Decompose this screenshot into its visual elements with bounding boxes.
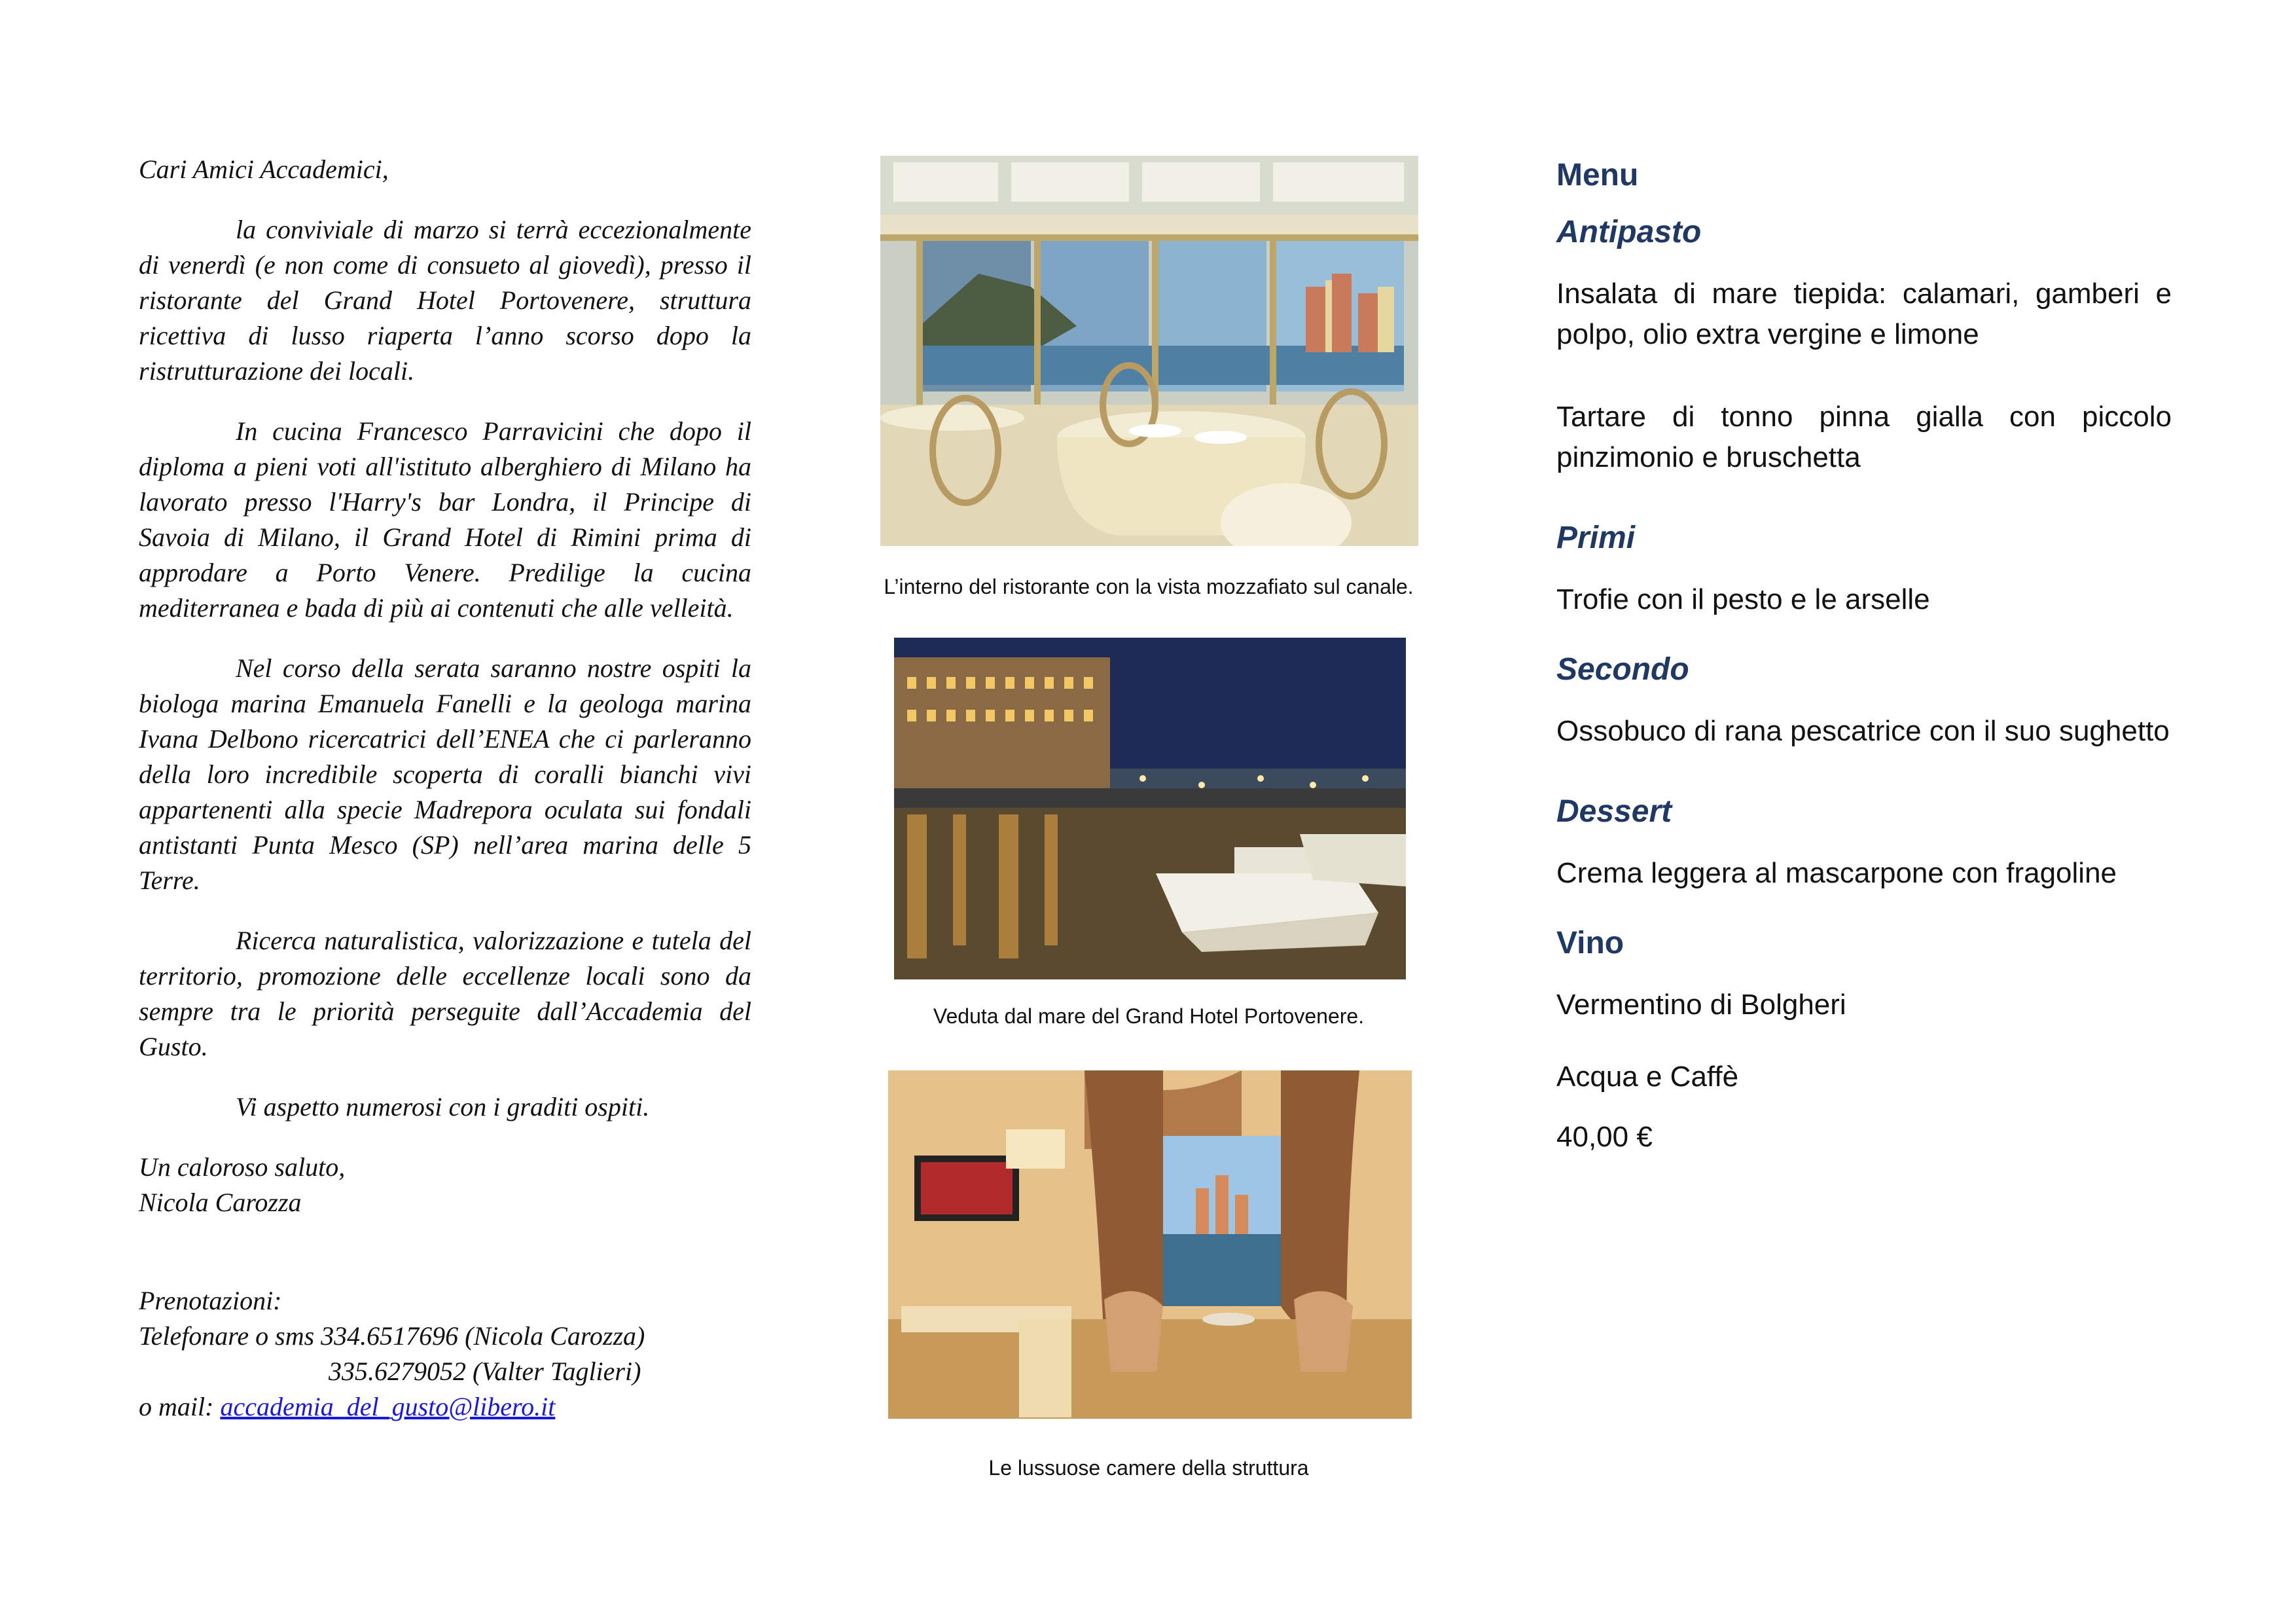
menu-price: 40,00 € <box>1556 1121 1653 1153</box>
letter-signoff <box>139 1150 751 1220</box>
harbor-night-photo <box>894 638 1406 979</box>
dish-dessert-1: Crema leggera al mascarpone con fragoline <box>1556 857 2117 889</box>
letter-paragraph-mission: Ricerca naturalistica, valorizzazione e tutela del territorio, promozione delle eccellenze locali sono da sempre tra le priorità perseguite dall’Accademia del Gusto. <box>139 926 751 1061</box>
photo-caption-room: Le lussuose camere della struttura <box>988 1456 1309 1480</box>
booking-mail-prefix: o mail: <box>139 1392 221 1421</box>
menu-title: Menu <box>1556 158 1639 192</box>
letter-paragraph-venue: la conviviale di marzo si terrà eccezionalmente di venerdì (e non come di consueto al giovedì), presso il ristorante del Grand Hotel Portovenere, struttura ricettiva di lusso riaperta l’anno scorso dopo la ristrutturazione dei locali. <box>139 215 751 386</box>
course-heading-primi: Primi <box>1556 520 1636 555</box>
letter-paragraph-guests: Nel corso della serata saranno nostre ospiti la biologa marina Emanuela Fanelli e la geologa marina Ivana Delbono ricercatrici dell’ENEA che ci parleranno della loro incredibile scoperta di coralli bianchi vivi appartenenti alla specie Madrepora oculata sui fondali antistanti Punta Mesco (SP) nell’area marina delle 5 Terre. <box>139 653 751 895</box>
dish-vino-2: Acqua e Caffè <box>1556 1061 1739 1093</box>
course-heading-dessert: Dessert <box>1556 794 1672 829</box>
dish-primi-1: Trofie con il pesto e le arselle <box>1556 583 1930 615</box>
course-heading-antipasto: Antipasto <box>1556 215 1702 249</box>
letter-paragraph-chef: In cucina Francesco Parravicini che dopo il diploma a pieni voti all'istituto alberghiero di Milano ha lavorato presso l'Harry's bar Londra, il Principe di Savoia di Milano, il Grand Hotel di Rimini prima di approdare a Porto Venere. Predilige la cucina mediterranea e bada di più ai contenuti che alle velleità. <box>139 416 751 623</box>
dish-antipasto-1: Insalata di mare tiepida: calamari, gamberi e polpo, olio extra vergine e limone <box>1556 278 2172 350</box>
booking-phone-2: 335.6279052 (Valter Taglieri) <box>329 1357 641 1386</box>
letter-greeting: Cari Amici Accademici, <box>139 155 389 184</box>
dinner-menu <box>1556 152 2172 1199</box>
signature-name: Nicola Carozza <box>139 1188 302 1217</box>
dish-vino-1: Vermentino di Bolgheri <box>1556 989 1846 1021</box>
booking-email-link[interactable]: accademia_del_gusto@libero.it <box>220 1392 556 1421</box>
photo-caption-interior: L’interno del ristorante con la vista mozzafiato sul canale. <box>884 575 1414 598</box>
booking-phone-1: Telefonare o sms 334.6517696 (Nicola Carozza) <box>139 1321 645 1351</box>
photo-caption-harbor: Veduta dal mare del Grand Hotel Portovenere. <box>933 1004 1365 1028</box>
dish-secondo-1: Ossobuco di rana pescatrice con il suo sughetto <box>1556 715 2170 747</box>
course-heading-secondo: Secondo <box>1556 652 1689 687</box>
letter-paragraph-closing: Vi aspetto numerosi con i graditi ospiti. <box>236 1092 650 1122</box>
hotel-room-photo <box>888 1070 1412 1419</box>
dish-antipasto-2: Tartare di tonno pinna gialla con piccolo pinzimonio e bruschetta <box>1556 401 2172 473</box>
invitation-letter <box>139 152 751 1425</box>
booking-mail-line <box>139 1389 751 1425</box>
booking-label: Prenotazioni: <box>139 1286 282 1315</box>
restaurant-interior-photo <box>880 156 1418 546</box>
course-heading-vino: Vino <box>1556 926 1624 960</box>
signoff-line: Un caloroso saluto, <box>139 1152 346 1182</box>
booking-info <box>139 1283 751 1425</box>
